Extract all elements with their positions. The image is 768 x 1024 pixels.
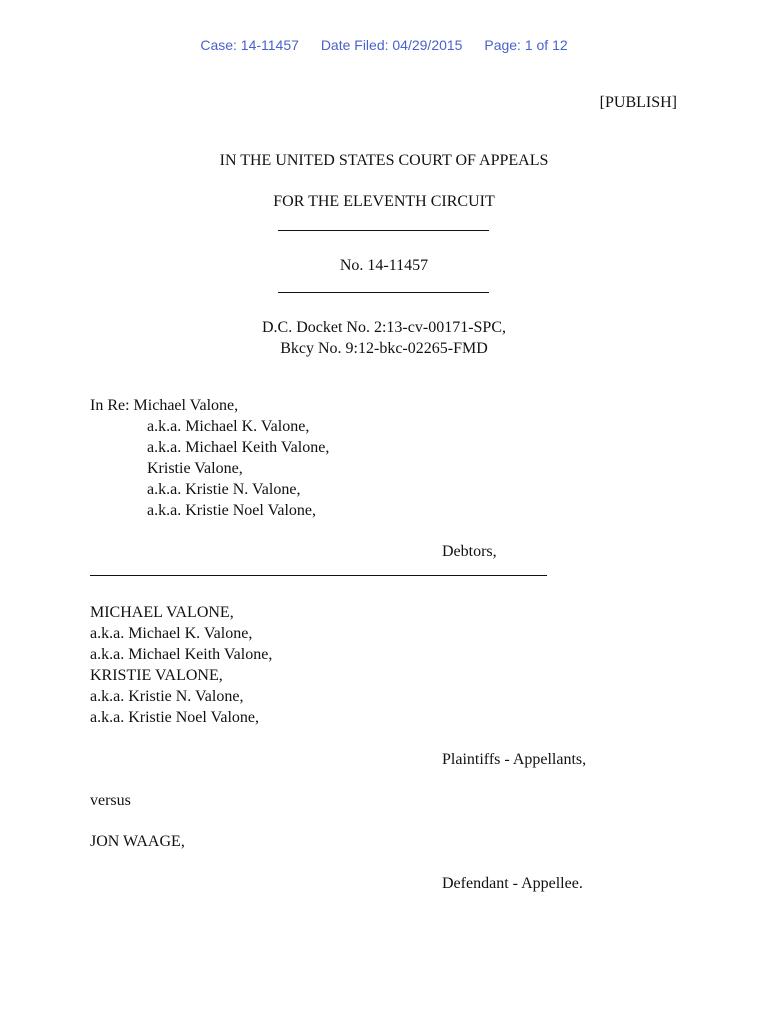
defendant-role: Defendant - Appellee. (442, 875, 583, 892)
publish-tag: [PUBLISH] (599, 94, 677, 111)
section-divider-rule (90, 575, 547, 576)
filing-header (0, 37, 768, 53)
plaintiff-name: a.k.a. Kristie N. Valone, (90, 688, 244, 705)
defendant-name: JON WAAGE, (90, 833, 185, 850)
versus-label: versus (90, 792, 131, 809)
plaintiffs-role: Plaintiffs - Appellants, (442, 751, 587, 768)
court-name-line1: IN THE UNITED STATES COURT OF APPEALS (219, 152, 549, 169)
in-re-alias: a.k.a. Michael Keith Valone, (147, 439, 330, 456)
in-re-line: In Re: Michael Valone, (90, 397, 239, 414)
plaintiff-name: a.k.a. Michael Keith Valone, (90, 646, 273, 663)
plaintiff-name: a.k.a. Michael K. Valone, (90, 625, 253, 642)
divider-rule (278, 230, 489, 231)
in-re-alias: a.k.a. Kristie Noel Valone, (147, 502, 316, 519)
date-filed-header: Date Filed: 04/29/2015 (320, 37, 463, 53)
in-re-alias: a.k.a. Kristie N. Valone, (147, 481, 301, 498)
debtors-role: Debtors, (442, 543, 497, 560)
plaintiff-name: a.k.a. Kristie Noel Valone, (90, 709, 259, 726)
case-number-header: Case: 14-11457 (200, 37, 299, 53)
divider-rule (278, 292, 489, 293)
page-indicator: Page: 1 of 12 (484, 37, 568, 53)
bkcy-number: Bkcy No. 9:12-bkc-02265-FMD (280, 340, 488, 357)
court-name-line2: FOR THE ELEVENTH CIRCUIT (273, 193, 495, 210)
in-re-alias: Kristie Valone, (147, 460, 243, 477)
dc-docket-number: D.C. Docket No. 2:13-cv-00171-SPC, (262, 319, 506, 336)
appeal-number: No. 14-11457 (339, 257, 429, 274)
plaintiff-name: KRISTIE VALONE, (90, 667, 223, 684)
in-re-alias: a.k.a. Michael K. Valone, (147, 418, 310, 435)
plaintiff-name: MICHAEL VALONE, (90, 604, 234, 621)
